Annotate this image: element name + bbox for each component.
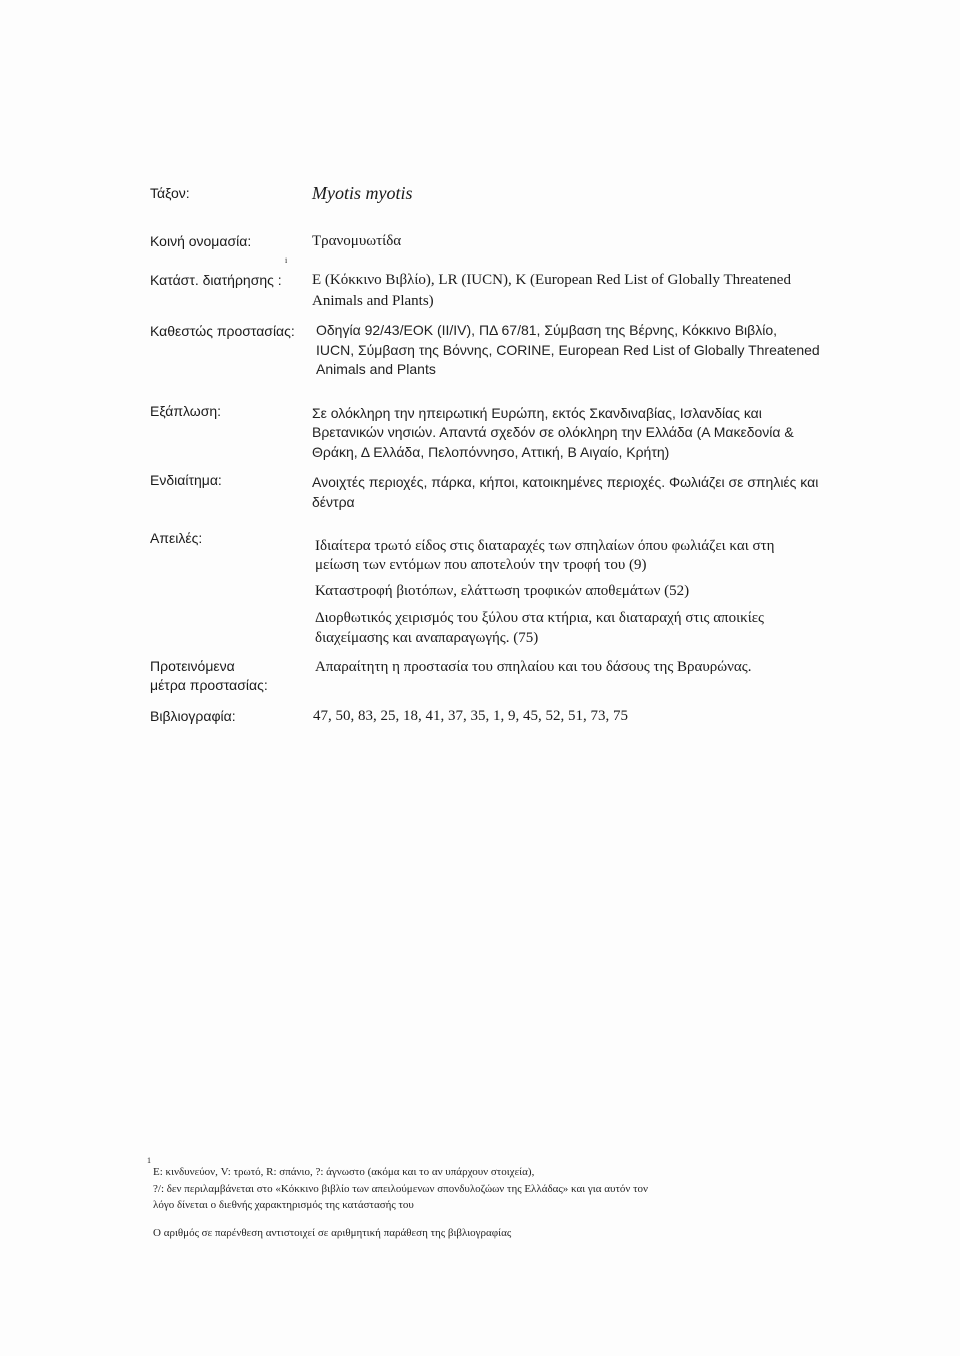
protection-status-label: Καθεστώς προστασίας: xyxy=(150,323,295,339)
threat-item: μείωση των εντόμων που αποτελούν την τροφή του (9) xyxy=(315,557,647,573)
footnote-line: ?/: δεν περιλαμβάνεται στο «Κόκκινο βιβλίο των απειλούμενων σπονδυλοζώων της Ελλάδας» και για αυτόν τον xyxy=(153,1183,649,1195)
threat-item: Διορθωτικός χειρισμός του ξύλου στα κτήρια, και διαταραχή στις αποικίες xyxy=(315,610,764,626)
footnote-line: Ε: κινδυνεύον, V: τρωτό, R: σπάνιο, ?: άγνωστο (ακόμα και το αν υπάρχουν στοιχεία), xyxy=(153,1166,535,1178)
measures-value: Απαραίτητη η προστασία του σπηλαίου και του δάσους της Βραυρώνας. xyxy=(315,659,752,675)
threat-item: διαχείμασης και αναπαραγωγής. (75) xyxy=(315,630,539,646)
footnote-marker: 1 xyxy=(147,1156,151,1165)
bibliography-label: Βιβλιογραφία: xyxy=(150,708,236,724)
measures-label: Προτεινόμενα xyxy=(150,658,235,674)
conservation-status-line: Ε (Κόκκινο Βιβλίο), LR (IUCN), Κ (European Red List of Globally Threatened xyxy=(312,272,791,288)
distribution-line: Βρετανικών νησιών. Απαντά σχεδόν σε ολόκληρη την Ελλάδα (Α Μακεδονία & xyxy=(312,424,794,440)
habitat-line: Ανοιχτές περιοχές, πάρκα, κήποι, κατοικημένες περιοχές. Φωλιάζει σε σπηλιές και xyxy=(312,474,819,490)
common-name-value: Τρανομυωτίδα xyxy=(312,233,402,249)
bibliography-value: 47, 50, 83, 25, 18, 41, 37, 35, 1, 9, 45, 52, 51, 73, 75 xyxy=(313,708,628,724)
habitat-label: Ενδιαίτημα: xyxy=(150,472,222,488)
distribution-line: Σε ολόκληρη την ηπειρωτική Ευρώπη, εκτός Σκανδιναβίας, Ισλανδίας και xyxy=(312,405,762,421)
threat-item: Ιδιαίτερα τρωτό είδος στις διαταραχές των σπηλαίων όπου φωλιάζει και στη xyxy=(315,538,775,554)
threats-label: Απειλές: xyxy=(150,530,203,546)
taxon-label: Τάξον: xyxy=(150,185,190,201)
habitat-line: δέντρα xyxy=(312,494,355,510)
measures-label: μέτρα προστασίας: xyxy=(150,677,268,693)
distribution-line: Θράκη, Δ Ελλάδα, Πελοπόννησο, Αττική, Β Αιγαίο, Κρήτη) xyxy=(312,444,670,460)
conservation-status-marker: i xyxy=(285,256,288,265)
common-name-label: Κοινή ονομασία: xyxy=(150,233,252,249)
distribution-label: Εξάπλωση: xyxy=(150,403,222,419)
footnote-line: Ο αριθμός σε παρένθεση αντιστοιχεί σε αριθμητική παράθεση της βιβλιογραφίας xyxy=(153,1227,512,1239)
protection-status-line: Animals and Plants xyxy=(316,361,436,377)
protection-status-line: IUCN, Σύμβαση της Βόννης, CORINE, European Red List of Globally Threatened xyxy=(316,342,820,358)
conservation-status-line: Animals and Plants) xyxy=(312,293,434,309)
threat-item: Καταστροφή βιοτόπων, ελάττωση τροφικών αποθεμάτων (52) xyxy=(315,583,690,599)
conservation-status-label: Κατάστ. διατήρησης : xyxy=(150,272,282,288)
taxon-value: Myotis myotis xyxy=(312,183,413,203)
protection-status-line: Οδηγία 92/43/ΕΟΚ (II/IV), ΠΔ 67/81, Σύμβαση της Βέρνης, Κόκκινο Βιβλίο, xyxy=(316,322,778,338)
footnote-line: λόγο δίνεται ο διεθνής χαρακτηρισμός της κατάστασής του xyxy=(153,1199,414,1211)
